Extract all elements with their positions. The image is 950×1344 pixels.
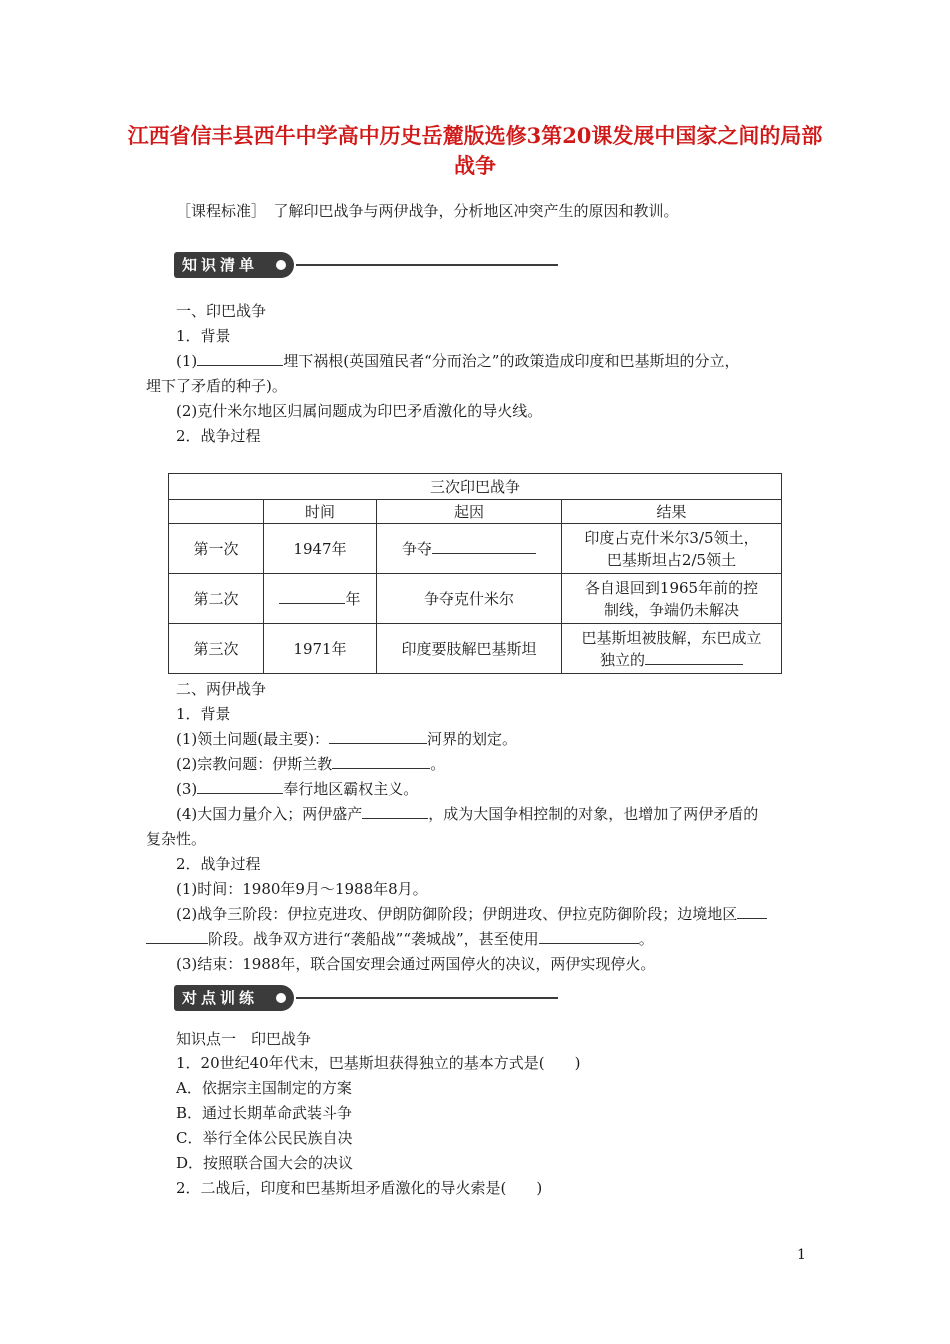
s2-para-4: (4)大国力量介入；两伊盛产 ，成为大国争相控制的对象，也增加了两伊矛盾的	[176, 805, 759, 823]
s1-background: 1．背景	[176, 327, 231, 345]
s2-heading: 二、两伊战争	[176, 680, 267, 698]
question-2: 2．二战后，印度和巴基斯坦矛盾激化的导火索是( )	[176, 1179, 543, 1197]
fill-blank	[362, 804, 428, 819]
india-pakistan-wars-table	[168, 473, 782, 674]
banner-dot-icon	[276, 993, 286, 1003]
fill-blank	[146, 929, 208, 944]
table-header: 起因	[377, 500, 562, 524]
option-c: C．举行全体公民民族自决	[176, 1129, 353, 1147]
option-b: B．通过长期革命武装斗争	[176, 1104, 353, 1122]
table-row: 第三次 1971年 印度要肢解巴基斯坦 巴基斯坦被肢解，东巴成立 独立的	[169, 624, 782, 674]
s1-para-1-cont: 埋下了矛盾的种子)。	[146, 377, 287, 395]
table-header: 结果	[562, 500, 782, 524]
document-title: 江西省信丰县西牛中学高中历史岳麓版选修3第20课发展中国家之间的局部战争	[127, 123, 823, 178]
banner-dot-icon	[276, 260, 286, 270]
s2-para-1: (1)领土问题(最主要)： 河界的划定。	[176, 730, 517, 748]
fill-blank	[279, 589, 345, 604]
fill-blank	[432, 539, 536, 554]
option-a: A．依据宗主国制定的方案	[176, 1079, 352, 1097]
fill-blank	[645, 650, 743, 665]
s2-q1: (1)时间：1980年9月～1988年8月。	[176, 880, 428, 898]
fill-blank	[539, 929, 639, 944]
section-banner-knowledge	[174, 252, 558, 278]
s2-q3: (3)结束：1988年，联合国安理会通过两国停火的决议，两伊实现停火。	[176, 955, 656, 973]
banner-label: 知识清单	[174, 252, 294, 278]
table-row: 第一次 1947年 争夺 印度占克什米尔3/5领土， 巴基斯坦占2/5领土	[169, 524, 782, 574]
table-row: 第二次 年 争夺克什米尔 各自退回到1965年前的控 制线，争端仍未解决	[169, 574, 782, 624]
banner-rule	[296, 264, 558, 266]
fill-blank	[197, 779, 283, 794]
fill-blank	[737, 904, 767, 919]
s2-para-4-cont: 复杂性。	[146, 830, 207, 848]
s2-para-2: (2)宗教问题：伊斯兰教 。	[176, 755, 446, 773]
banner-rule	[296, 997, 558, 999]
section-banner-practice	[174, 985, 558, 1011]
table-header	[169, 500, 264, 524]
fill-blank	[329, 729, 427, 744]
fill-blank	[332, 754, 430, 769]
course-standard: ［课程标准］ 了解印巴战争与两伊战争，分析地区冲突产生的原因和教训。	[176, 202, 679, 220]
s1-process: 2．战争过程	[176, 427, 261, 445]
s2-q2-cont: 阶段。战争双方进行“袭船战”“袭城战”，甚至使用 。	[146, 928, 654, 950]
s2-para-3: (3) 奉行地区霸权主义。	[176, 780, 419, 798]
s1-heading: 一、印巴战争	[176, 302, 267, 320]
knowledge-point: 知识点一 印巴战争	[176, 1030, 312, 1048]
s2-process: 2．战争过程	[176, 855, 261, 873]
s2-q2: (2)战争三阶段：伊拉克进攻、伊朗防御阶段；伊朗进攻、伊拉克防御阶段；边境地区	[176, 903, 767, 925]
fill-blank	[197, 351, 283, 366]
s1-para-2: (2)克什米尔地区归属问题成为印巴矛盾激化的导火线。	[176, 402, 543, 420]
question-1: 1．20世纪40年代末，巴基斯坦获得独立的基本方式是( )	[176, 1054, 581, 1072]
s2-background: 1．背景	[176, 705, 231, 723]
banner-label: 对点训练	[174, 985, 294, 1011]
s1-para-1: (1) 埋下祸根(英国殖民者“分而治之”的政策造成印度和巴基斯坦的分立，	[176, 352, 740, 370]
table-caption: 三次印巴战争	[169, 474, 782, 500]
option-d: D．按照联合国大会的决议	[176, 1154, 354, 1172]
page-number: 1	[797, 1247, 806, 1263]
table-header: 时间	[264, 500, 377, 524]
